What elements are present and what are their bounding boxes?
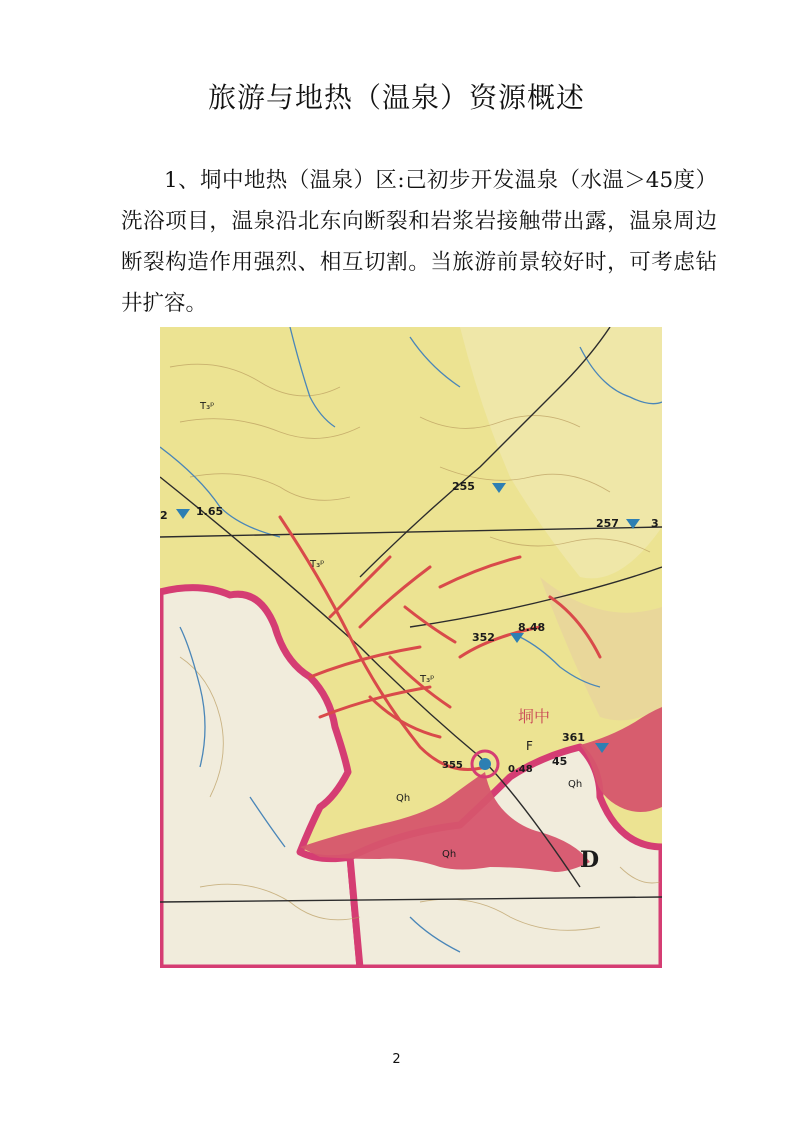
label-D: D xyxy=(580,847,600,873)
label-361: 361 xyxy=(562,731,585,744)
label-255: 255 xyxy=(452,480,475,493)
label-355: 355 xyxy=(442,760,463,771)
label-352: 352 xyxy=(472,631,495,644)
label-45: 45 xyxy=(552,755,568,768)
label-3: 3 xyxy=(651,517,659,530)
label-8-48: 8.48 xyxy=(518,621,546,634)
label-qh-2: Qh xyxy=(442,849,457,860)
label-qh-1: Qh xyxy=(396,793,411,804)
label-F: F xyxy=(526,739,533,753)
page-title: 旅游与地热（温泉）资源概述 xyxy=(207,81,585,114)
geologic-map xyxy=(160,327,662,968)
label-257: 257 xyxy=(596,517,619,530)
label-2: 2 xyxy=(160,509,168,522)
page-number: 2 xyxy=(392,1052,401,1067)
label-t3p-3: T₃ᵖ xyxy=(420,674,435,685)
body-paragraph xyxy=(121,160,717,324)
label-0-48: 0.48 xyxy=(508,764,533,775)
label-tongzhong: 垌中 xyxy=(518,707,551,726)
label-t3p-2: T₃ᵖ xyxy=(310,559,325,570)
paragraph-text: 1、垌中地热（温泉）区:己初步开发温泉（水温＞45度）洗浴项目，温泉沿北东向断裂和岩浆岩接触带出露，温泉周边断裂构造作用强烈、相互切割。当旅游前景较好时，可考虑钻井扩容。 xyxy=(121,168,717,316)
label-t3p-1: T₃ᵖ xyxy=(200,401,215,412)
label-1-65: 1.65 xyxy=(196,505,224,518)
label-qh-3: Qh xyxy=(568,779,583,790)
